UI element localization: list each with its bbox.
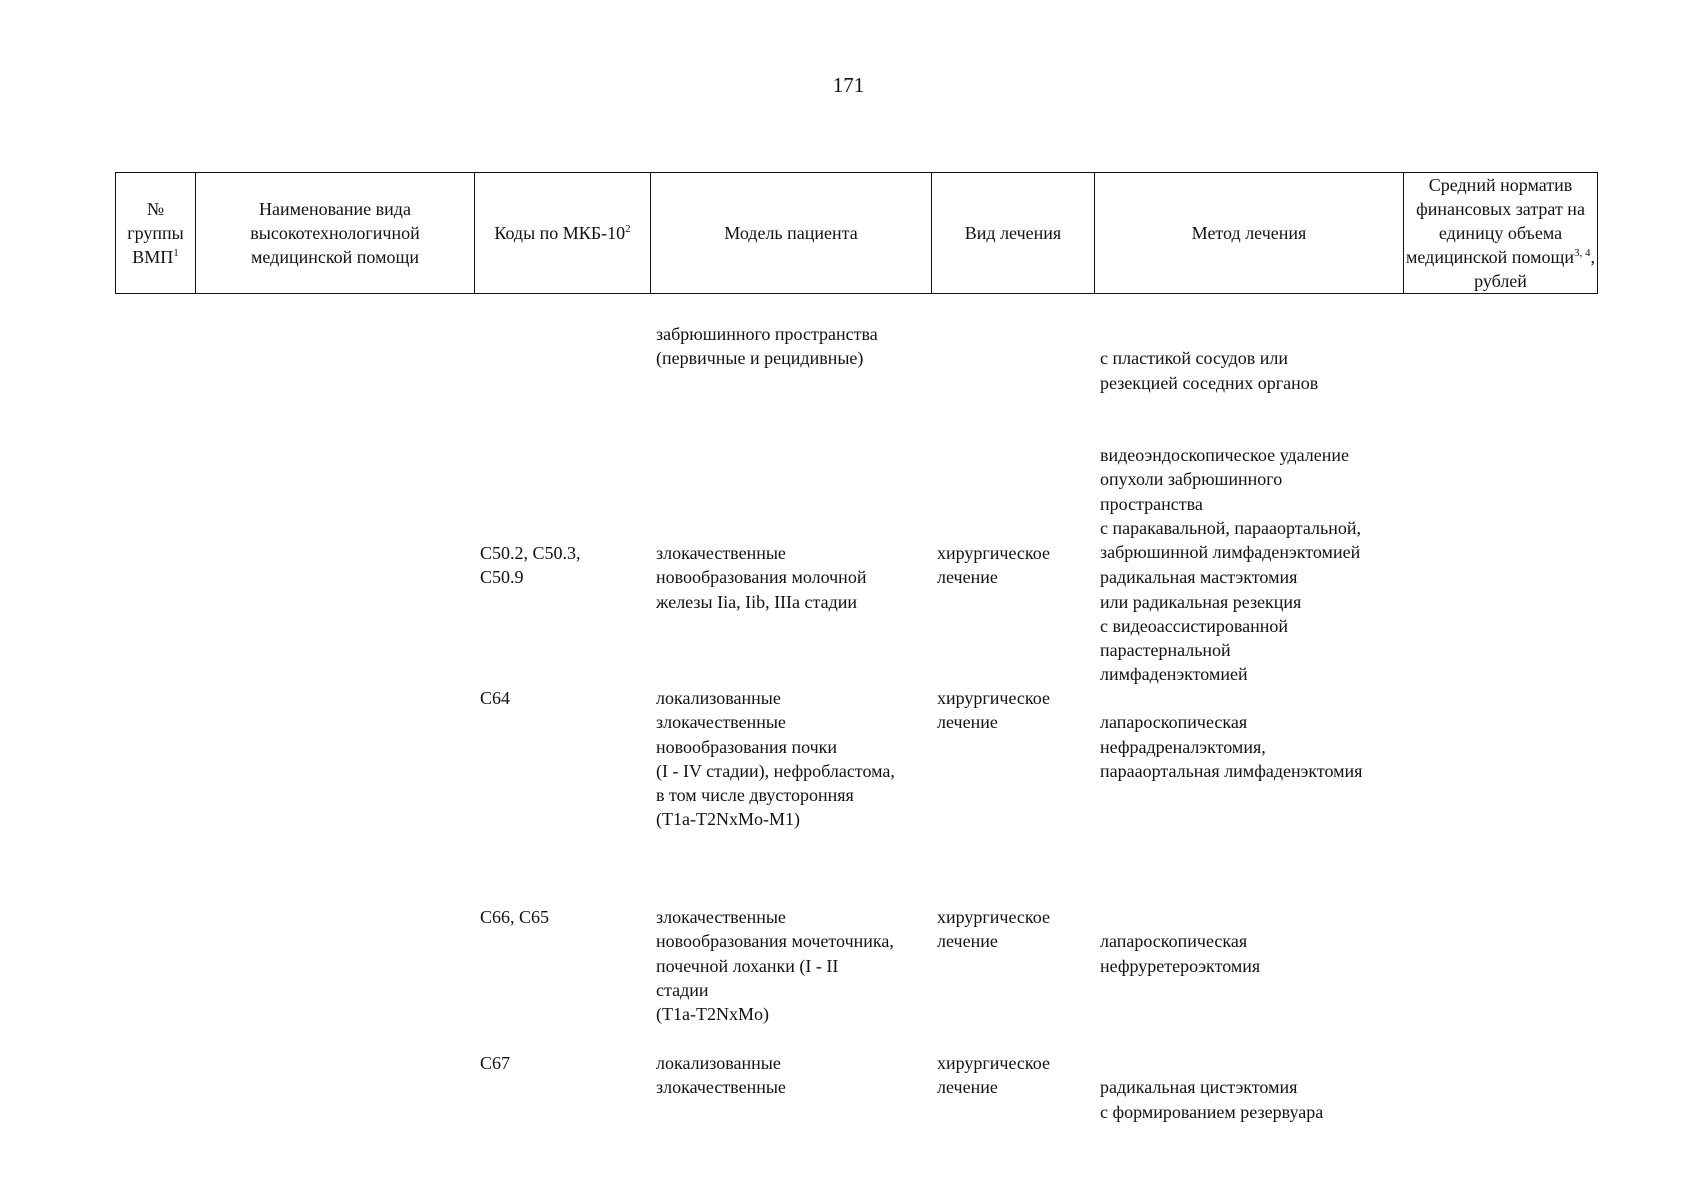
care-type-cell: [195, 905, 474, 1051]
cost-cell: [1403, 322, 1597, 541]
treatment-type-cell: [931, 322, 1094, 541]
table-body: [115, 322, 1597, 1122]
group-number-cell: [115, 322, 195, 541]
table-row: [115, 541, 1597, 686]
treatment-method-cell: [1094, 541, 1403, 686]
header-treatment-method: Метод лечения: [1095, 173, 1404, 294]
table-row: [115, 322, 1597, 563]
patient-model-cell: локализованные злокачественные: [656, 1053, 786, 1098]
group-number-cell: [115, 905, 195, 1051]
patient-model-cell: забрюшинного пространства (первичные и рецидивные): [656, 324, 878, 369]
treatment-method-cell: [1094, 686, 1403, 905]
cost-cell: [1403, 686, 1597, 905]
icd-codes-cell: C67: [480, 1053, 511, 1073]
header-group-number: № группы ВМП$^1$: [116, 173, 196, 294]
table-row: [115, 905, 1597, 1051]
patient-model-cell: локализованные злокачественные новообразования почки (I - IV стадии), нефробластома, в том числе двусторонняя (T1a-T2NxMo-M1): [656, 688, 895, 830]
header-patient-model: Модель пациента: [651, 173, 932, 294]
care-type-cell: [195, 686, 474, 905]
group-number-cell: [115, 541, 195, 686]
treatment-type-cell: хирургическое лечение: [937, 543, 1050, 588]
page-number: 171: [832, 73, 865, 97]
treatment-type-cell: хирургическое лечение: [937, 688, 1050, 733]
header-cost-standard: Средний норматив финансовых затрат на единицу объема медицинской помощи$^{3, 4}$, рублей: [1404, 173, 1598, 294]
treatment-method-cell: [1094, 322, 1403, 563]
method-text: радикальная мастэктомия или радикальная резекция с видеоассистированной парастернальной лимфаденэктомией: [1100, 567, 1302, 685]
treatment-method-cell: [1094, 905, 1403, 1051]
care-type-cell: [195, 1051, 474, 1111]
cost-cell: [1403, 905, 1597, 1051]
care-type-cell: [195, 322, 474, 541]
icd-codes-cell: C66, C65: [480, 907, 550, 927]
icd-codes-cell: [474, 322, 650, 541]
table-row: [115, 1051, 1597, 1122]
method-text: с пластикой сосудов или резекцией соседних органов: [1100, 348, 1319, 393]
table-header: [115, 172, 1598, 294]
method-text: лапароскопическая нефруретероэктомия: [1100, 931, 1261, 976]
header-icd-codes: Коды по МКБ-$10^2$: [475, 173, 651, 294]
method-text: лапароскопическая нефрадреналэктомия, парааортальная лимфаденэктомия: [1100, 712, 1363, 781]
treatment-type-cell: хирургическое лечение: [937, 1053, 1050, 1098]
group-number-cell: [115, 686, 195, 905]
patient-model-cell: злокачественные новообразования молочной железы Iia, Iib, IIIa стадии: [656, 543, 867, 612]
patient-model-cell: злокачественные новообразования мочеточника, почечной лоханки (I - II стадии (T1a-T2NxMo): [656, 907, 894, 1025]
method-text: видеоэндоскопическое удаление опухоли забрюшинного пространства с паракавальной, парааортальной, забрюшинной лимфаденэктомией: [1100, 445, 1361, 563]
icd-codes-cell: C64: [480, 688, 511, 708]
table-row: [115, 686, 1597, 905]
treatment-type-cell: хирургическое лечение: [937, 907, 1050, 952]
group-number-cell: [115, 1051, 195, 1111]
icd-codes-cell: C50.2, C50.3, C50.9: [480, 543, 581, 588]
cost-cell: [1403, 541, 1597, 686]
treatment-method-cell: [1094, 1051, 1403, 1122]
cost-cell: [1403, 1051, 1597, 1111]
method-text: радикальная цистэктомия с формированием резервуара: [1100, 1077, 1324, 1122]
header-care-type-name: Наименование вида высокотехнологичной медицинской помощи: [196, 173, 475, 294]
care-type-cell: [195, 541, 474, 686]
header-treatment-type: Вид лечения: [932, 173, 1095, 294]
